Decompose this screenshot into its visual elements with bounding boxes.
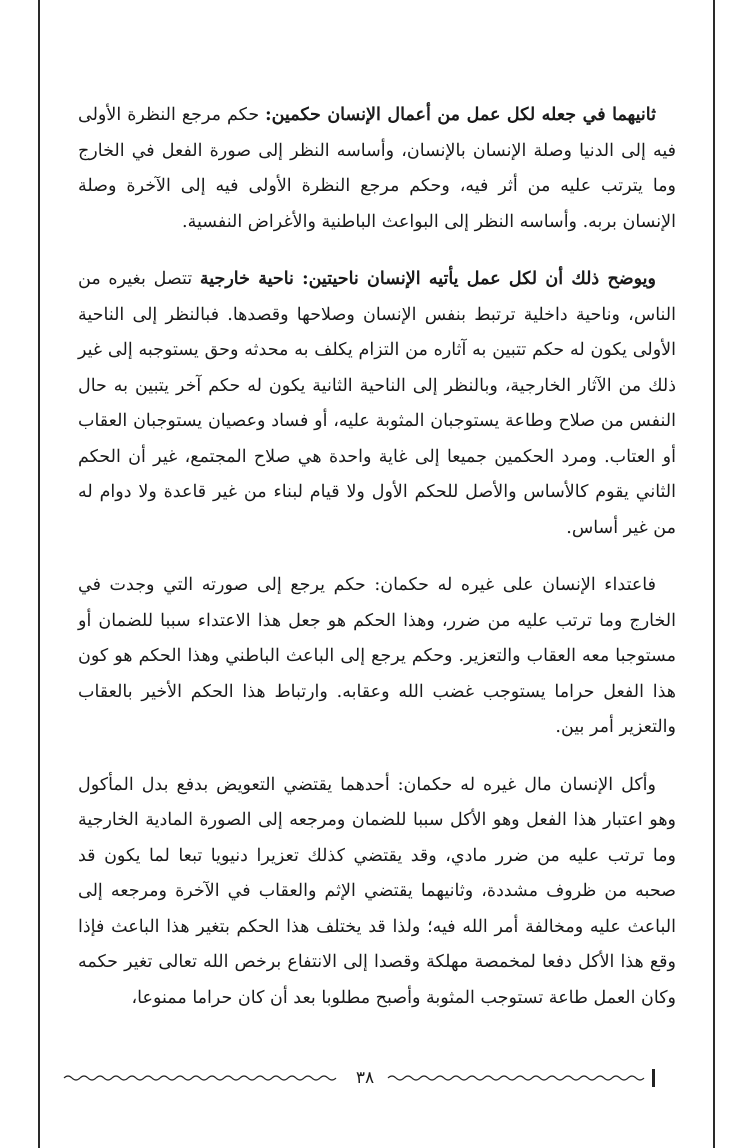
- footer-wave-right: [388, 1076, 644, 1080]
- page-footer: [60, 1066, 658, 1090]
- paragraph-2: [78, 262, 676, 546]
- paragraph-2-text: تتصل بغيره من الناس، وناحية داخلية ترتبط بنفس الإنسان وصلاحها وقصدها. فبالنظر إلى الناحية الأولى يكون له حكم تتبين به آثاره من التزام يكلف به محدثه وحق يستوجبه إلى غير ذلك من الآثار الخارجية، وبالنظر إلى الناحية الثانية يكون له حكم آخر يتبين به حال النفس من صلاح وطاعة يستوجبان المثوبة عليه، أو فساد وعصيان يستوجبان العقاب أو العتاب. ومرد الحكمين جميعا إلى غاية واحدة هي صلاح المجتمع، غير أن الحكم الثاني يقوم كالأساس والأصل للحكم الأول ولا قيام لبناء من غير قاعدة ولا دوام له من غير أساس.: [78, 269, 676, 538]
- page-body: [78, 98, 676, 1038]
- paragraph-1-text: حكم مرجع النظرة الأولى فيه إلى الدنيا وصلة الإنسان بالإنسان، وأساسه النظر إلى صورة الفعل في الخارج وما يترتب عليه من أثر فيه، وحكم مرجع النظرة الأولى فيه إلى الآخرة وصلة الإنسان بربه. وأساسه النظر إلى البواعث الباطنية والأغراض النفسية.: [78, 105, 676, 232]
- paragraph-3: [78, 568, 676, 746]
- page-number: ٣٨: [355, 1068, 375, 1088]
- paragraph-4: [78, 768, 676, 1017]
- footer-wave-left: [64, 1076, 336, 1080]
- paragraph-4-text: وأكل الإنسان مال غيره له حكمان: أحدهما يقتضي التعويض بدفع بدل المأكول وهو اعتبار هذا الفعل وهو الأكل سببا للضمان ومرجعه إلى الصورة المادية الخارجية وما ترتب عليه من ضرر مادي، وقد يقتضي كذلك تعزيرا دنيويا تبعا لما يكون قد صحبه من ظروف مشددة، وثانيهما يقتضي الإثم والعقاب في الآخرة ومرجعه إلى الباعث عليه ومخالفة أمر الله فيه؛ ولذا قد يختلف هذا الحكم بتغير هذا الباعث فإذا وقع هذا الأكل دفعا لمخمصة مهلكة وقصدا إلى الانتفاع برخص الله تعالى تغير حكمه وكان العمل طاعة تستوجب المثوبة وأصبح مطلوبا بعد أن كان حراما ممنوعا،: [78, 774, 676, 1008]
- left-margin-rule: [38, 0, 40, 1148]
- paragraph-1-lead: ثانيهما في جعله لكل عمل من أعمال الإنسان حكمين:: [265, 105, 656, 125]
- right-margin-rule: [713, 0, 715, 1148]
- paragraph-2-lead: ويوضح ذلك أن لكل عمل يأتيه الإنسان ناحيتين: ناحية خارجية: [199, 269, 656, 289]
- footer-end-bar: [652, 1069, 655, 1087]
- paragraph-1: [78, 98, 676, 240]
- paragraph-3-text: فاعتداء الإنسان على غيره له حكمان: حكم يرجع إلى صورته التي وجدت في الخارج وما ترتب عليه من ضرر، وهذا الحكم هو جعل هذا الاعتداء سببا للضمان أو مستوجبا معه العقاب والتعزير. وحكم يرجع إلى الباعث الباطني وهذا الحكم هو كون هذا الفعل حراما يستوجب غضب الله وعقابه. وارتباط هذا الحكم الأخير بالعقاب والتعزير أمر بين.: [78, 575, 676, 737]
